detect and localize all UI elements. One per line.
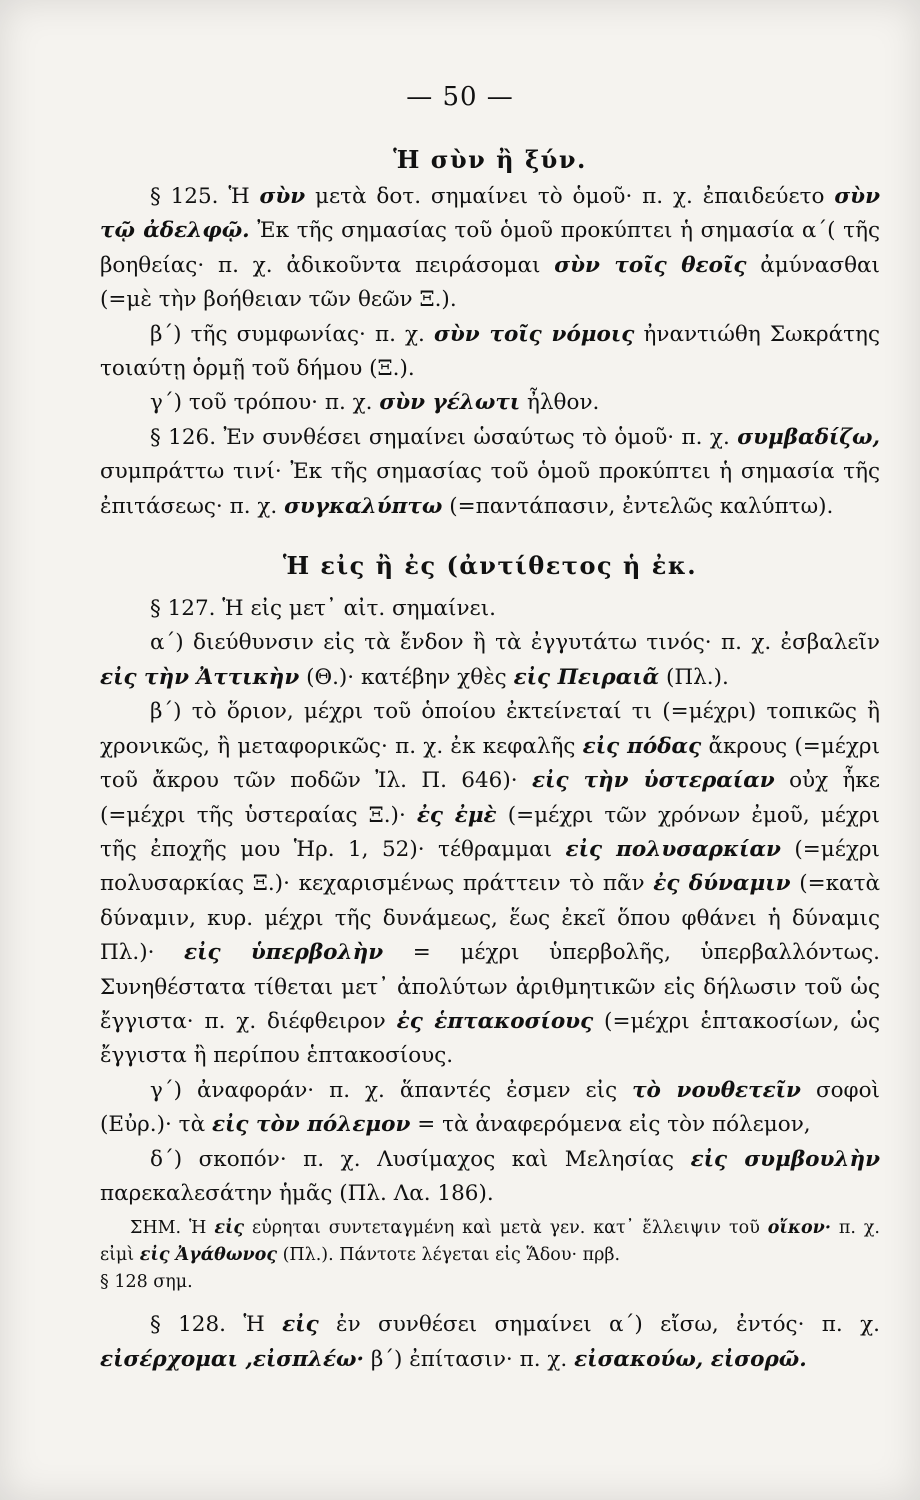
example-term: ἐς ἑπτακοσίους xyxy=(396,1008,594,1034)
text: ἄκρους (=μέχρι τοῦ ἄκρου τῶν ποδῶν Ἰλ. Π. 646)· xyxy=(100,733,881,794)
paragraph-127: § 127. Ἡ εἰς μετ᾿ αἰτ. σημαίνει. xyxy=(150,596,496,622)
example-term: σὺν xyxy=(259,184,306,209)
text: ΣΗΜ. Ἡ xyxy=(130,1218,215,1239)
page-number: — 50 — xyxy=(406,82,514,112)
example-term: ἐς ἐμὲ xyxy=(416,802,497,828)
text: ἀμύνασθαι (=μὲ τὴν βοήθειαν τῶν θεῶν Ξ.). xyxy=(100,252,880,313)
example-term: εἰς πόδας xyxy=(582,733,702,759)
text: (=μέχρι πολυσαρκίας Ξ.)· κεχαρισμένως πράττειν τὸ πᾶν xyxy=(100,836,880,897)
text: β΄) τῆς συμφωνίας· π. χ. xyxy=(150,321,435,347)
note-paragraph xyxy=(100,1215,880,1269)
paragraph-126 xyxy=(100,421,880,524)
text: ἐν συνθέσει σημαίνει α΄) εἴσω, ἐντός· π. χ. xyxy=(318,1312,880,1338)
text: οὐχ ἧκε (=μέχρι τῆς ὑστεραίας Ξ.)· xyxy=(100,768,880,828)
example-term: σὺν γέλωτι xyxy=(379,390,521,416)
note-reference: § 128 σημ. xyxy=(100,1272,193,1293)
example-term: εἰς xyxy=(282,1312,319,1338)
section-heading-eis: Ἡ εἰς ἢ ἐς (ἀντίθετος ἡ ἐκ. xyxy=(282,551,698,581)
example-term: εἰς τὴν Ἀττικὴν xyxy=(100,664,300,690)
example-term: εἰς πολυσαρκίαν xyxy=(565,836,781,862)
paragraph-127-gamma xyxy=(100,1074,880,1143)
page-content xyxy=(100,140,880,1377)
example-term: συγκαλύπτω xyxy=(284,493,443,519)
text: β΄) ἐπίτασιν· π. χ. xyxy=(364,1346,575,1372)
text: γ΄) τοῦ τρόπου· π. χ. xyxy=(150,390,380,416)
paragraph-125-gamma xyxy=(100,386,880,420)
paragraph-127-alpha xyxy=(100,626,880,695)
text: μετὰ δοτ. σημαίνει τὸ ὁμοῦ· π. χ. ἐπαιδεύετο xyxy=(305,184,835,209)
paragraph-125 xyxy=(100,180,880,318)
example-term: σὺν τοῖς νόμοις xyxy=(434,321,635,347)
example-term: εἰς xyxy=(214,1218,245,1239)
text: § 128. Ἡ xyxy=(150,1312,283,1338)
text: (=παντάπασιν, ἐντελῶς καλύπτω). xyxy=(442,493,834,519)
paragraph-128 xyxy=(100,1308,880,1377)
text: (=μέχρι ἑπτακοσίων, ὡς ἔγγιστα ἢ περίπου ἑπτακοσίους. xyxy=(100,1008,880,1069)
example-term: εἰσέρχομαι ,εἰσπλέω· xyxy=(100,1346,364,1372)
text: γ΄) ἀναφοράν· π. χ. ἅπαντές ἐσμεν εἰς xyxy=(150,1077,633,1103)
text: εὑρηται συντεταγμένη καὶ μετὰ γεν. κατ᾿ ἔλλειψιν τοῦ xyxy=(244,1218,768,1239)
text: β΄) τὸ ὅριον, μέχρι τοῦ ὁποίου ἐκτείνεταί τι (=μέχρι) τοπικῶς ἢ χρονικῶς, ἢ μεταφορικῶς· π. χ. ἐκ κεφαλῆς xyxy=(100,699,880,759)
text: (Θ.)· κατέβην χθὲς xyxy=(299,664,514,690)
text: (Πλ.). xyxy=(659,664,729,690)
text: § 125. Ἡ xyxy=(150,184,260,209)
example-term: εἰς τὴν ὑστεραίαν xyxy=(531,768,775,794)
text: σοφοὶ (Εὐρ.)· τὰ xyxy=(100,1077,880,1138)
section-heading-syn: Ἡ σὺν ἢ ξύν. xyxy=(393,145,587,174)
text: (=μέχρι τῶν χρόνων ἐμοῦ, μέχρι τῆς ἐποχῆς μου Ἡρ. 1, 52)· τέθραμμαι xyxy=(100,802,880,862)
text: α΄) διεύθυνσιν εἰς τὰ ἔνδον ἢ τὰ ἐγγυτάτω τινός· π. χ. ἐσβαλεῖν xyxy=(150,630,880,656)
example-term: σὺν τοῖς θεοῖς xyxy=(554,252,747,278)
example-term: εἰς ὑπερβολὴν xyxy=(184,940,384,966)
text: = μέχρι ὑπερβολῆς, ὑπερβαλλόντως. Συνηθέστατα τίθεται μετ᾿ ἀπολύτων ἀριθμητικῶν εἰς δήλωσιν τοῦ ὡς ἔγγιστα· π. χ. διέφθειρον xyxy=(100,940,880,1034)
paragraph-127-delta xyxy=(100,1143,880,1212)
example-term: εἰς Πειραιᾶ xyxy=(513,664,660,690)
text: συμπράττω τινί· Ἐκ τῆς σημασίας τοῦ ὁμοῦ προκύπτει ἡ σημασία τῆς ἐπιτάσεως· π. χ. xyxy=(100,459,880,519)
text: π. χ. εἰμὶ xyxy=(100,1218,880,1266)
text: ἦλθον. xyxy=(520,390,600,416)
paragraph-127-beta xyxy=(100,695,880,1073)
example-term: συμβαδίζω, xyxy=(737,424,880,450)
example-term: εἰς τὸν πόλεμον xyxy=(211,1112,411,1138)
text: παρεκαλεσάτην ἡμᾶς (Πλ. Λα. 186). xyxy=(100,1180,494,1206)
text: (Πλ.). Πάντοτε λέγεται εἰς Ἅδου· πρβ. xyxy=(277,1245,621,1266)
text: Ἐκ τῆς σημασίας τοῦ ὁμοῦ προκύπτει ἡ σημασία α΄( τῆς βοηθείας· π. χ. ἀδικοῦντα πειράσομαι xyxy=(100,218,880,278)
text: (=κατὰ δύναμιν, κυρ. μέχρι τῆς δυνάμεως, ἕως ἐκεῖ ὅπου φθάνει ἡ δύναμις Πλ.)· xyxy=(100,871,880,966)
example-term: εἰς συμβουλὴν xyxy=(690,1146,880,1172)
text: = τὰ ἀναφερόμενα εἰς τὸν πόλεμον, xyxy=(410,1112,811,1138)
text: § 126. Ἐν συνθέσει σημαίνει ὡσαύτως τὸ ὁμοῦ· π. χ. xyxy=(150,424,738,450)
example-term: εἰσακούω, εἰσορῶ. xyxy=(574,1346,807,1372)
text: δ΄) σκοπόν· π. χ. Λυσίμαχος καὶ Μελησίας xyxy=(150,1146,691,1172)
example-term: ἐς δύναμιν xyxy=(653,871,791,897)
example-term: σὺν τῷ ἀδελφῷ. xyxy=(100,184,880,244)
example-term: εἰς Ἀγάθωνος xyxy=(139,1245,277,1266)
example-term: οἴκον· xyxy=(767,1218,831,1239)
example-term: τὸ νουθετεῖν xyxy=(632,1077,801,1103)
text: ἠναντιώθη Σωκράτης τοιαύτῃ ὁρμῇ τοῦ δήμου (Ξ.). xyxy=(100,321,880,382)
paragraph-125-beta xyxy=(100,318,880,387)
